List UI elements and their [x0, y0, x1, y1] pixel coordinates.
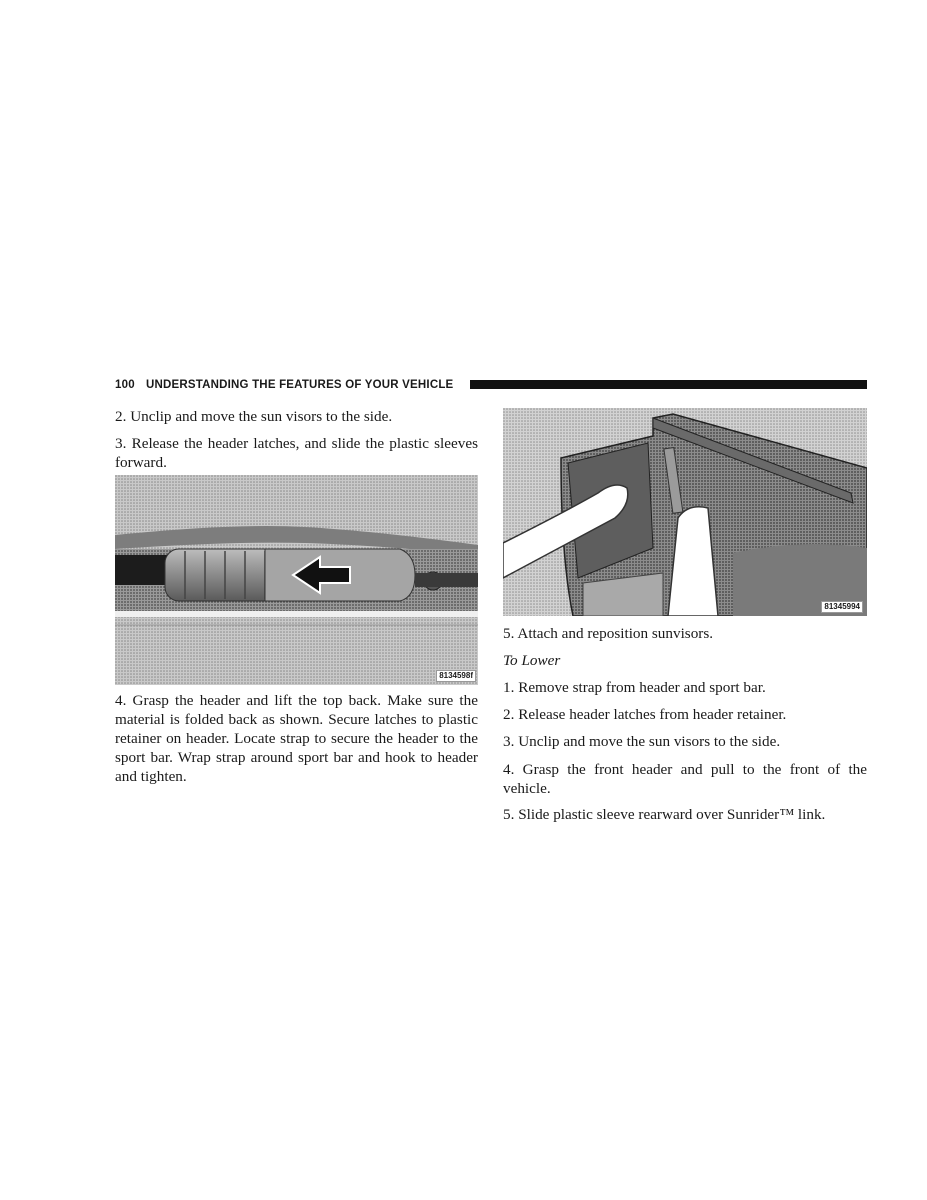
- lower-step-3: 3. Unclip and move the sun visors to the side.: [503, 733, 781, 750]
- figure-sleeve-slide: [115, 475, 478, 685]
- page-number: 100: [115, 379, 135, 391]
- step-5-text: 5. Attach and reposition sunvisors.: [503, 625, 714, 642]
- header-rule: [470, 380, 867, 389]
- step-2-text: 2. Unclip and move the sun visors to the side.: [115, 408, 393, 425]
- to-lower-heading: To Lower: [503, 652, 561, 669]
- lower-step-2: 2. Release header latches from header retainer.: [503, 706, 787, 723]
- page-header: [115, 378, 867, 396]
- figure-1-code: 8134598f: [436, 670, 476, 682]
- lower-step-5: 5. Slide plastic sleeve rearward over Sunrider™ link.: [503, 806, 826, 823]
- figure-sleeve-illustration: [115, 475, 478, 685]
- step-3-text: 3. Release the header latches, and slide the plastic sleeves forward.: [115, 435, 478, 471]
- step-4-text: 4. Grasp the header and lift the top back. Make sure the material is folded back as shown. Secure latches to plastic retainer on header. Locate strap to secure the header to the sport bar. Wrap strap around sport bar and hook to header and tighten.: [115, 692, 478, 785]
- figure-header-lift: [503, 408, 867, 616]
- figure-header-lift-illustration: [503, 408, 867, 616]
- section-title: UNDERSTANDING THE FEATURES OF YOUR VEHICLE: [146, 379, 454, 391]
- figure-2-code: 81345994: [821, 601, 863, 613]
- lower-step-4: 4. Grasp the front header and pull to the front of the vehicle.: [503, 761, 867, 797]
- lower-step-1: 1. Remove strap from header and sport bar.: [503, 679, 766, 696]
